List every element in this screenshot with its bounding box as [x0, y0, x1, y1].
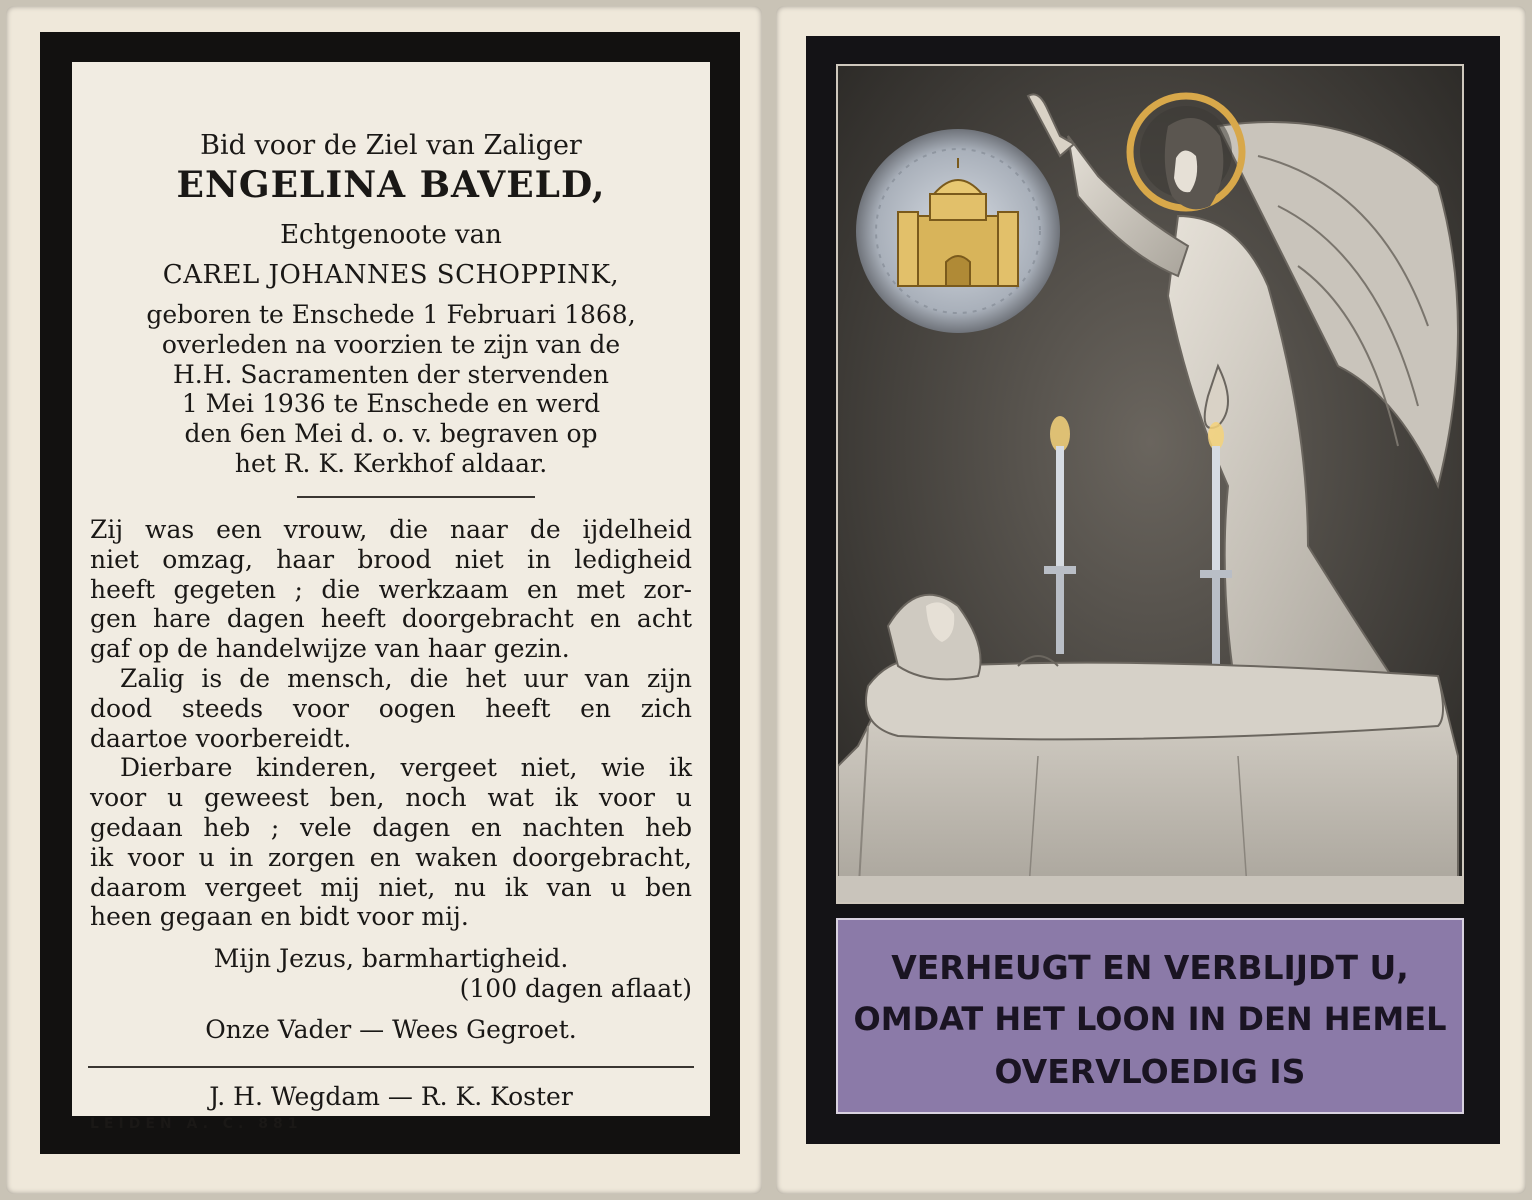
- verse-line: daarom vergeet mij niet, nu ik van u ben: [90, 872, 692, 902]
- bio-line: H.H. Sacramenten der stervenden: [172, 359, 610, 389]
- biography-block: [90, 300, 692, 479]
- verse-line: voor u geweest ben, noch wat ik voor u: [90, 783, 692, 813]
- bio-line: overleden na voorzien te zijn van de: [161, 329, 621, 359]
- indulgence-note: (100 dagen aflaat): [459, 974, 692, 1003]
- printer-imprint: LEIDEN A. C. 881: [90, 1116, 303, 1132]
- divider-long: [88, 1066, 694, 1068]
- prayer-line: Mijn Jezus, barmhartigheid.: [213, 944, 569, 973]
- verse-line: daartoe voorbereidt.: [90, 723, 352, 753]
- bio-line: den 6en Mei d. o. v. begraven op: [184, 419, 598, 449]
- verse-line: Zalig is de mensch, die het uur van zijn: [120, 663, 692, 693]
- verse-line: dood steeds voor oogen heeft en zich: [90, 693, 692, 723]
- deceased-name: ENGELINA BAVELD,: [176, 164, 606, 206]
- angel-deathbed-illustration: [836, 64, 1464, 904]
- intro-line: Bid voor de Ziel van Zaliger: [200, 130, 582, 161]
- heavenly-city-emblem: [856, 129, 1060, 333]
- scripture-caption: [836, 918, 1464, 1114]
- caption-line: OVERVLOEDIG IS: [994, 1052, 1306, 1091]
- spouse-label: Echtgenoote van: [280, 220, 502, 250]
- text-panel: [72, 62, 710, 1132]
- bio-line: 1 Mei 1936 te Enschede en werd: [181, 389, 601, 419]
- verse-line: gen hare dagen heeft doorgebracht en acht: [90, 604, 692, 634]
- caption-line: OMDAT HET LOON IN DEN HEMEL: [853, 1000, 1447, 1038]
- divider-short: [297, 496, 535, 498]
- verse-line: niet omzag, haar brood niet in ledigheid: [90, 544, 692, 574]
- caption-line: VERHEUGT EN VERBLIJDT U,: [891, 948, 1409, 987]
- verse-line: Zij was een vrouw, die naar de ijdelheid: [90, 515, 692, 544]
- verse-line: ik voor u in zorgen en waken doorgebracht,: [90, 842, 692, 872]
- verse-line: gedaan heb ; vele dagen en nachten heb: [90, 812, 692, 842]
- spouse-name: CAREL JOHANNES SCHOPPINK,: [162, 260, 620, 290]
- bio-line: geboren te Enschede 1 Februari 1868,: [146, 300, 636, 329]
- memorial-card-image-side: [776, 6, 1526, 1194]
- image-frame: [806, 36, 1500, 1144]
- prayer-line: Onze Vader — Wees Gegroet.: [205, 1015, 577, 1044]
- memorial-card-text-side: [6, 6, 762, 1194]
- verse-line: Dierbare kinderen, vergeet niet, wie ik: [120, 753, 692, 783]
- sexton-credit: J. H. Wegdam — R. K. Koster: [209, 1082, 573, 1111]
- verse-line: gaf op de handelwijze van haar gezin.: [90, 634, 570, 664]
- verse-block: [90, 515, 692, 932]
- mourning-border: [40, 32, 740, 1154]
- verse-line: heen gegaan en bidt voor mij.: [90, 902, 469, 932]
- bio-line: het R. K. Kerkhof aldaar.: [234, 448, 548, 478]
- verse-line: heeft gegeten ; die werkzaam en met zor-: [90, 574, 692, 604]
